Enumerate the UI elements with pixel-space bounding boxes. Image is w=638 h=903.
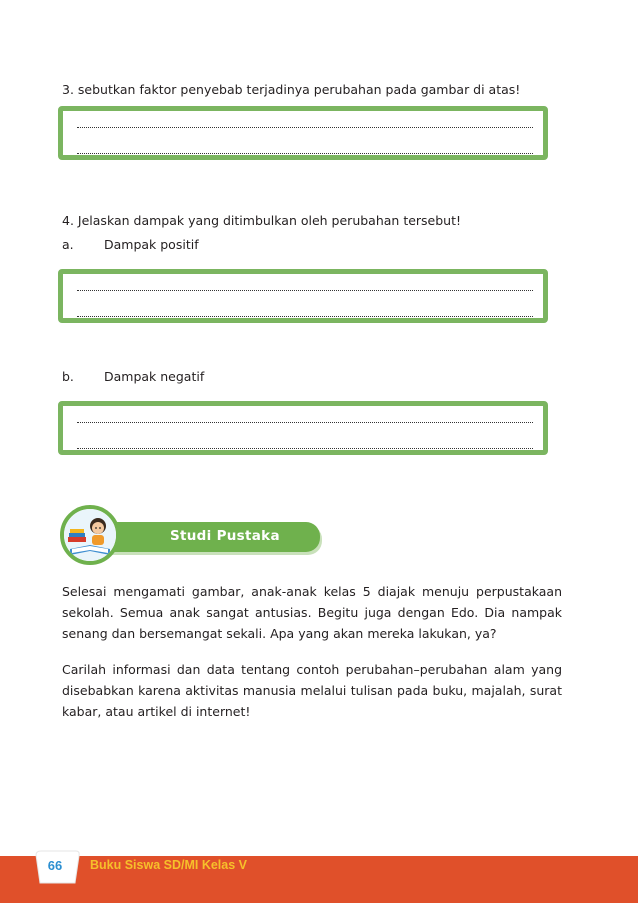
question-3 bbox=[62, 82, 520, 98]
question-number: 3. bbox=[62, 82, 74, 97]
answer-line[interactable] bbox=[77, 151, 533, 154]
badge-label: Studi Pustaka bbox=[170, 528, 280, 544]
answer-line[interactable] bbox=[77, 125, 533, 128]
question-4 bbox=[62, 213, 461, 229]
sub-item-a bbox=[62, 237, 199, 252]
sub-item-b bbox=[62, 369, 204, 384]
sub-item-label: Dampak positif bbox=[103, 237, 199, 252]
answer-box-3[interactable] bbox=[58, 106, 548, 160]
section-badge bbox=[60, 505, 280, 565]
badge-bar bbox=[92, 522, 320, 552]
sub-item-label: Dampak negatif bbox=[103, 369, 205, 384]
paragraph-library: Selesai mengamati gambar, anak-anak kelas 5 diajak menuju perpustakaan sekolah. Semua anak sangat antusias. Begitu juga dengan Edo. Dia nampak senang dan bersemangat sekali. Apa yang akan mereka lakukan, ya? bbox=[62, 584, 562, 641]
answer-line[interactable] bbox=[77, 314, 533, 317]
sub-item-letter: b. bbox=[62, 369, 74, 384]
reading-child-icon bbox=[60, 505, 120, 565]
answer-line[interactable] bbox=[77, 420, 533, 423]
answer-line[interactable] bbox=[77, 288, 533, 291]
answer-box-4a[interactable] bbox=[58, 269, 548, 323]
question-text: sebutkan faktor penyebab terjadinya perubahan pada gambar di atas! bbox=[77, 82, 521, 97]
answer-box-4b[interactable] bbox=[58, 401, 548, 455]
question-number: 4. bbox=[62, 213, 74, 228]
answer-line[interactable] bbox=[77, 446, 533, 449]
question-text: Jelaskan dampak yang ditimbulkan oleh perubahan tersebut! bbox=[77, 213, 462, 228]
sub-item-letter: a. bbox=[62, 237, 74, 252]
paragraph-task: Carilah informasi dan data tentang contoh perubahan–perubahan alam yang disebabkan karena aktivitas manusia melalui tulisan pada buku, majalah, surat kabar, atau artikel di internet! bbox=[62, 662, 562, 719]
book-title: Buku Siswa SD/MI Kelas V bbox=[90, 858, 247, 872]
page-number: 66 bbox=[47, 858, 63, 873]
